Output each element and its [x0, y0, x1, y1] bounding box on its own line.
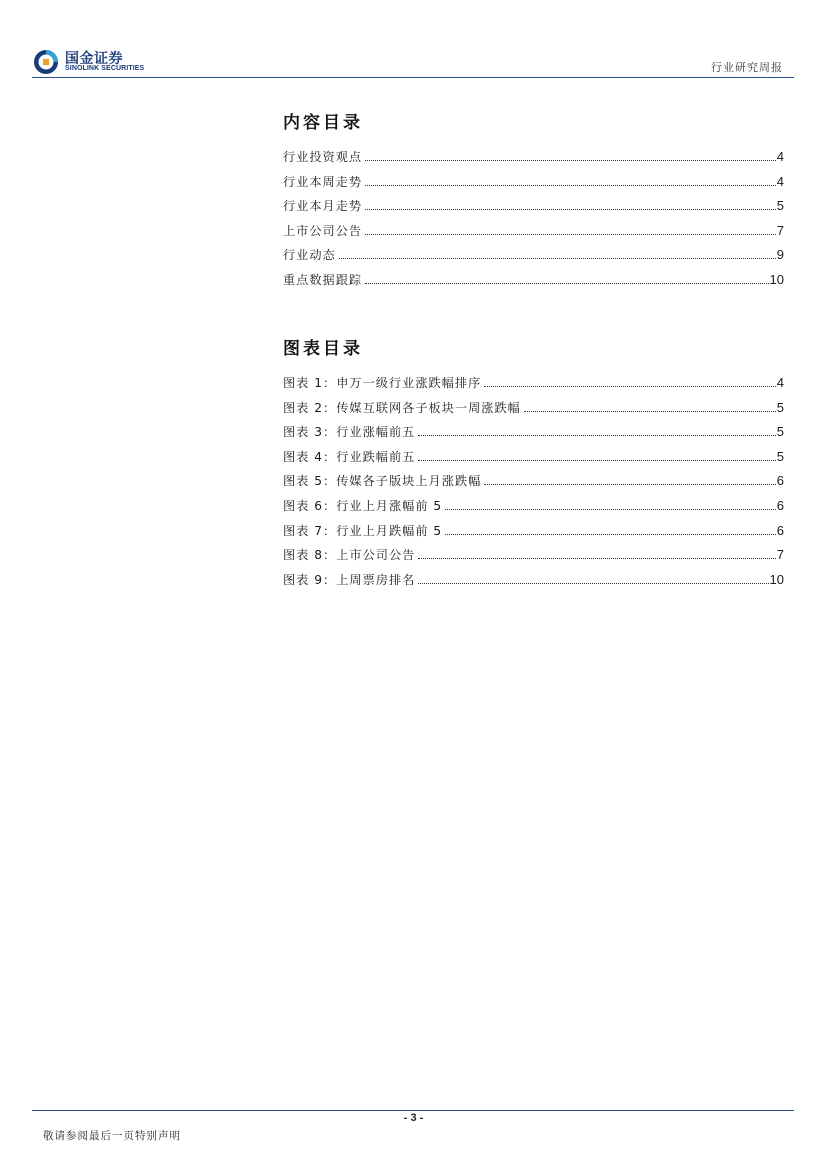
company-logo	[32, 47, 162, 77]
figure-entry-text: 图表 7：行业上月跌幅前 5	[283, 523, 443, 538]
dot-leader	[445, 521, 776, 535]
figure-entry-text: 图表 2：传媒互联网各子板块一周涨跌幅	[283, 400, 521, 415]
figure-entry-page: 6	[776, 497, 784, 513]
figure-entry-page: 5	[776, 424, 784, 440]
toc-entry-page: 10	[769, 271, 784, 287]
toc-entry-page: 4	[776, 173, 784, 189]
toc-entry-page: 9	[776, 247, 784, 263]
figure-entry-text: 图表 1：申万一级行业涨跌幅排序	[283, 376, 482, 390]
toc-entry-text: 行业本周走势	[283, 174, 363, 189]
disclaimer-note: 敬请参阅最后一页特别声明	[43, 1130, 181, 1142]
figure-entry-text: 图表 4：行业跌幅前五	[283, 449, 416, 464]
toc-entry[interactable]	[283, 145, 784, 170]
toc-entry-text: 行业本月走势	[283, 199, 363, 214]
dot-leader	[339, 245, 776, 259]
toc-entry[interactable]	[283, 194, 784, 219]
table-of-contents	[283, 108, 784, 293]
figure-entry[interactable]	[283, 494, 784, 519]
figure-entry-text: 图表 3：行业涨幅前五	[283, 425, 416, 440]
dot-leader	[365, 221, 776, 235]
figure-entry-text: 图表 9：上周票房排名	[283, 572, 416, 587]
figure-entry-page: 4	[776, 375, 784, 390]
dot-leader	[365, 172, 776, 186]
toc-entry-page: 4	[776, 149, 784, 164]
figure-entry-text: 图表 8：上市公司公告	[283, 548, 416, 563]
figure-entry[interactable]	[283, 420, 784, 445]
toc-entry[interactable]	[283, 219, 784, 244]
figure-entry[interactable]	[283, 543, 784, 568]
figure-entry-page: 5	[776, 399, 784, 415]
figure-entry-page: 6	[776, 473, 784, 489]
figure-index	[283, 334, 784, 592]
footer-divider	[32, 1110, 794, 1111]
header-divider	[32, 77, 794, 78]
figure-entry-page: 7	[776, 547, 784, 563]
figure-entry[interactable]	[283, 371, 784, 396]
toc-entry[interactable]	[283, 268, 784, 293]
dot-leader	[484, 471, 776, 485]
report-type-label: 行业研究周报	[711, 61, 783, 74]
toc-title: 内容目录	[283, 113, 363, 133]
figure-entry-text: 图表 6：行业上月涨幅前 5	[283, 498, 443, 513]
figure-entry[interactable]	[283, 445, 784, 470]
figure-entry[interactable]	[283, 396, 784, 421]
dot-leader	[365, 270, 768, 284]
figure-list	[283, 371, 784, 592]
dot-leader	[445, 496, 776, 510]
figure-entry[interactable]	[283, 469, 784, 494]
logo-chinese-name: 国金证券	[65, 51, 123, 67]
dot-leader	[365, 147, 776, 161]
toc-list	[283, 145, 784, 293]
toc-entry-text: 行业投资观点	[283, 150, 363, 164]
page-number: - 3 -	[403, 1112, 424, 1124]
sinolink-logo-icon	[32, 47, 62, 77]
figure-entry-page: 6	[776, 522, 784, 538]
figure-entry-text: 图表 5：传媒各子版块上月涨跌幅	[283, 474, 482, 489]
toc-entry-page: 5	[776, 198, 784, 214]
toc-entry-text: 重点数据跟踪	[283, 272, 363, 287]
page-header	[0, 0, 827, 80]
dot-leader	[418, 545, 775, 559]
toc-entry-text: 上市公司公告	[283, 223, 363, 238]
dot-leader	[484, 373, 776, 387]
figure-entry[interactable]	[283, 519, 784, 544]
logo-english-name: SINOLINK SECURITIES	[65, 65, 145, 72]
dot-leader	[365, 196, 776, 210]
toc-entry-page: 7	[776, 222, 784, 238]
dot-leader	[418, 570, 768, 584]
dot-leader	[418, 447, 775, 461]
figure-entry-page: 10	[769, 571, 784, 587]
dot-leader	[524, 398, 776, 412]
toc-entry[interactable]	[283, 243, 784, 268]
toc-entry-text: 行业动态	[283, 248, 336, 263]
toc-entry[interactable]	[283, 170, 784, 195]
figure-entry[interactable]	[283, 568, 784, 593]
figure-entry-page: 5	[776, 448, 784, 464]
dot-leader	[418, 422, 775, 436]
figure-index-title: 图表目录	[283, 339, 363, 359]
